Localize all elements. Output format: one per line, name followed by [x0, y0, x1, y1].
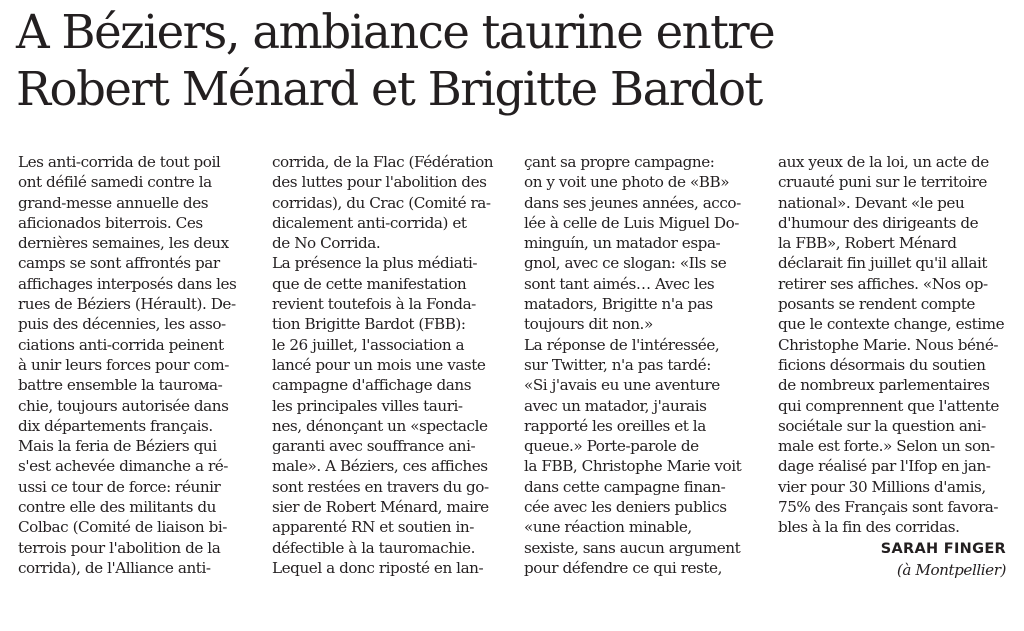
body-text-line: Christophe Marie. Nous béné- — [778, 335, 999, 354]
body-text-line: dage réalisé par l'Ifop en jan- — [778, 457, 991, 476]
body-text-line: La réponse de l'intéressée, — [524, 335, 720, 354]
body-text-line: défectible à la tauromachie. — [272, 538, 475, 557]
author-byline: SARAH FINGER — [880, 540, 1006, 557]
body-text-line: national». Devant «le peu — [778, 193, 965, 212]
body-text-line: vier pour 30 Millions d'amis, — [778, 477, 986, 496]
body-text-line: aficionados biterrois. Ces — [18, 213, 203, 232]
body-text-line: campagne d'affichage dans — [272, 376, 472, 395]
body-text-line: male est forte.» Selon un son- — [778, 437, 995, 456]
body-text-line: de nombreux parlementaires — [778, 376, 990, 395]
body-text-line: dicalement anti-corrida) et — [272, 213, 467, 232]
article-headline — [16, 4, 1016, 118]
body-text-line: Les anti-corrida de tout poil — [18, 153, 221, 171]
body-text-line: Lequel a donc riposté en lan- — [272, 558, 484, 577]
body-text-line: terrois pour l'abolition de la — [18, 538, 221, 557]
body-text-line: apparenté RN et soutien in- — [272, 518, 474, 537]
body-text-line: matadors, Brigitte n'a pas — [524, 295, 713, 314]
body-text-line: queue.» Porte-parole de — [524, 437, 699, 456]
body-text-line: Mais la feria de Béziers qui — [18, 437, 217, 456]
body-text-line: «Si j'avais eu une aventure — [524, 376, 720, 395]
body-text-line: minguín, un matador espa- — [524, 234, 721, 253]
body-text-line: dans cette campagne finan- — [524, 477, 726, 496]
body-text-line: chie, toujours autorisée dans — [18, 396, 229, 415]
body-text-line: d'humour des dirigeants de — [778, 213, 979, 232]
body-text-line: que le contexte change, estime — [778, 315, 1005, 334]
body-text-line: s'est achevée dimanche a ré- — [18, 457, 228, 476]
body-text-line: le 26 juillet, l'association a — [272, 335, 465, 354]
body-text-line: sociétale sur la question ani- — [778, 416, 986, 435]
body-text-line: lancé pour un mois une vaste — [272, 355, 486, 374]
body-text-line: aux yeux de la loi, un acte de — [778, 153, 989, 171]
body-text-line: nes, dénonçant un «spectacle — [272, 416, 488, 435]
article-body — [18, 152, 1008, 627]
body-text-line: puis des décennies, les asso- — [18, 315, 226, 334]
body-text-line: sont restées en travers du go- — [272, 477, 489, 496]
body-text-line: lée à celle de Luis Miguel Do- — [524, 213, 739, 232]
article-column-4 — [778, 152, 1006, 580]
body-text-line: corridas), du Crac (Comité ra- — [272, 193, 491, 212]
body-text-line: on y voit une photo de «BB» — [524, 173, 730, 192]
body-text-line: qui comprennent que l'attente — [778, 396, 999, 415]
body-text-line: posants se rendent compte — [778, 295, 975, 314]
body-text-line: male». A Béziers, ces affiches — [272, 457, 488, 476]
body-text-line: toujours dit non.» — [524, 315, 653, 334]
body-text-line: avec un matador, j'aurais — [524, 396, 707, 415]
body-text-line: cée avec les deniers publics — [524, 498, 727, 517]
body-text-line: dernières semaines, les deux — [18, 234, 229, 253]
body-text-line: pour défendre ce qui reste, — [524, 558, 722, 577]
body-text-line: à unir leurs forces pour com- — [18, 355, 229, 374]
body-text-line: la FBB», Robert Ménard — [778, 234, 957, 253]
article-column-3 — [524, 152, 752, 578]
body-text-line: tion Brigitte Bardot (FBB): — [272, 315, 466, 334]
body-text-line: sur Twitter, n'a pas tardé: — [524, 355, 711, 374]
headline-line-2: Robert Ménard et Brigitte Bardot — [16, 62, 762, 117]
body-text-line: revient toutefois à la Fonda- — [272, 295, 476, 314]
author-location: (à Montpellier) — [896, 560, 1006, 579]
body-text-line: dix départements français. — [18, 416, 213, 435]
body-text-line: «une réaction minable, — [524, 518, 692, 537]
body-text-line: rues de Béziers (Hérault). De- — [18, 295, 236, 314]
body-text-line: camps se sont affrontés par — [18, 254, 220, 273]
article-column-1 — [18, 152, 246, 578]
body-text-line: dans ses jeunes années, acco- — [524, 193, 741, 212]
body-text-line: sier de Robert Ménard, maire — [272, 498, 489, 517]
body-text-line: des luttes pour l'abolition des — [272, 173, 487, 192]
body-text-line: corrida), de l'Alliance anti- — [18, 558, 211, 577]
body-text-line: ficions désormais du soutien — [778, 355, 986, 374]
body-text-line: les principales villes tauri- — [272, 396, 463, 415]
article-column-2 — [272, 152, 500, 578]
body-text-line: cruauté puni sur le territoire — [778, 173, 987, 192]
body-text-line: affichages interposés dans les — [18, 274, 237, 293]
body-text-line: la FBB, Christophe Marie voit — [524, 457, 742, 476]
body-text-line: sont tant aimés… Avec les — [524, 274, 715, 293]
body-text-line: contre elle des militants du — [18, 498, 217, 517]
body-text-line: ussi ce tour de force: réunir — [18, 477, 221, 496]
body-text-line: ont défilé samedi contre la — [18, 173, 212, 192]
body-text-line: çant sa propre campagne: — [524, 153, 715, 171]
body-text-line: déclarait fin juillet qu'il allait — [778, 254, 988, 273]
column-4-lines — [778, 152, 1006, 538]
body-text-line: grand-messe annuelle des — [18, 193, 209, 212]
body-text-line: que de cette manifestation — [272, 274, 467, 293]
body-text-line: gnol, avec ce slogan: «Ils se — [524, 254, 727, 273]
body-text-line: Colbac (Comité de liaison bi- — [18, 518, 227, 537]
body-text-line: battre ensemble la taurома- — [18, 376, 223, 395]
body-text-line: de No Corrida. — [272, 234, 381, 253]
body-text-line: sexiste, sans aucun argument — [524, 538, 741, 557]
body-text-line: retirer ses affiches. «Nos op- — [778, 274, 988, 293]
body-text-line: garanti avec souffrance ani- — [272, 437, 476, 456]
headline-line-1: A Béziers, ambiance taurine entre — [16, 5, 775, 60]
body-text-line: bles à la fin des corridas. — [778, 518, 960, 537]
body-text-line: 75% des Français sont favora- — [778, 498, 999, 517]
body-text-line: rapporté les oreilles et la — [524, 416, 706, 435]
body-text-line: La présence la plus médiati- — [272, 254, 478, 273]
body-text-line: corrida, de la Flac (Fédération — [272, 153, 494, 171]
body-text-line: ciations anti-corrida peinent — [18, 335, 224, 354]
